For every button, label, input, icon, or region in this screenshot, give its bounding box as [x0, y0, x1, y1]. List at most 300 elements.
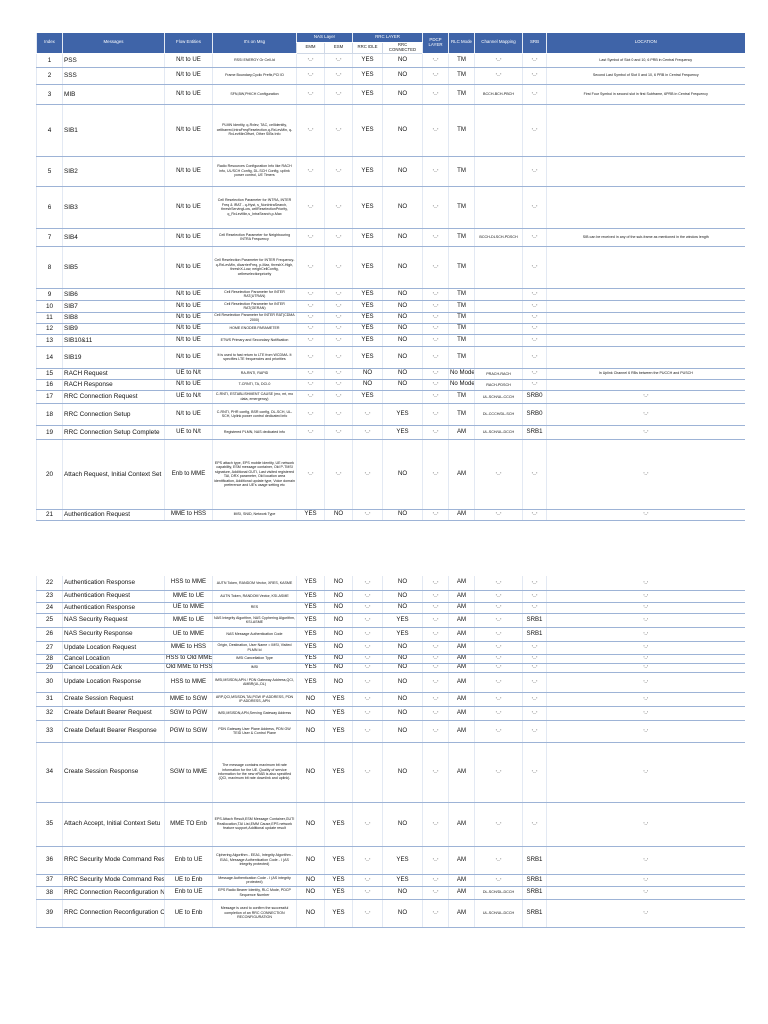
cell-channel-mapping: UL-SCH/UL-DCCH: [475, 899, 523, 927]
cell-rrc-connected: NO: [383, 439, 423, 509]
cell-message: Create Session Response: [63, 742, 165, 802]
cell-esm: NO: [325, 576, 353, 590]
cell-rrc-connected: NO: [383, 156, 423, 186]
cell-esm: NO: [325, 663, 353, 672]
cell-location: "--": [547, 509, 745, 520]
cell-esm: "--": [325, 84, 353, 104]
cell-location: [547, 104, 745, 156]
cell-rlc-mode: AM: [449, 720, 475, 742]
cell-rrc-idle: "--": [353, 692, 383, 706]
table-row: [37, 84, 745, 104]
cell-contains: NAS Integrity Algorithm, NAS Cyphering Algorithm, KSI-ASME: [213, 613, 297, 627]
cell-index: 39: [37, 899, 63, 927]
cell-location: [547, 288, 745, 300]
header-index: Index: [37, 33, 63, 53]
cell-srb: SRB1: [523, 886, 547, 899]
cell-channel-mapping: [475, 334, 523, 346]
cell-rlc-mode: AM: [449, 672, 475, 692]
header-location: LOCATION: [547, 33, 745, 53]
cell-channel-mapping: [475, 346, 523, 368]
cell-esm: NO: [325, 613, 353, 627]
cell-contains: Cell Reselection Parameter for INTRA, INTER Freq & IRAT - q-Hyst, s_NonIntraSearch, threshServingLow, cellReselectionPriority, q_RxLevMin,s_IntraSearch,p-Max: [213, 186, 297, 228]
cell-channel-mapping: "--": [475, 742, 523, 802]
cell-contains: C-RNTI, ESTABLISHMENT CAUSE (mo, mt, mo data, emergency): [213, 390, 297, 403]
cell-esm: "--": [325, 67, 353, 84]
cell-location: "--": [547, 425, 745, 439]
cell-channel-mapping: UL-SCH/UL-DCCH: [475, 425, 523, 439]
table-row: [37, 672, 745, 692]
header-flow-entities: Flow Entities: [165, 33, 213, 53]
cell-rrc-idle: "--": [353, 802, 383, 846]
cell-flow-entities: N/t to UE: [165, 67, 213, 84]
cell-flow-entities: SGW to MME: [165, 742, 213, 802]
cell-emm: YES: [297, 613, 325, 627]
cell-emm: "--": [297, 186, 325, 228]
cell-rrc-connected: NO: [383, 104, 423, 156]
table-row: [37, 576, 745, 590]
cell-rrc-connected: NO: [383, 368, 423, 379]
cell-esm: "--": [325, 346, 353, 368]
cell-message: Create Session Request: [63, 692, 165, 706]
cell-srb: SRB0: [523, 403, 547, 425]
cell-rlc-mode: AM: [449, 706, 475, 720]
cell-contains: Ciphering Algorithm - EEA1, Integrity Algorithm - EIA1, Message Authentication Code - I (AS integrity protected): [213, 846, 297, 874]
cell-contains: Message Authentication Code - I (AS integrity protected): [213, 874, 297, 886]
cell-esm: "--": [325, 403, 353, 425]
cell-contains: Radio Resources Configuration Info like RACH info, UL/SCH Config, DL-SCH Config, uplink power control, UE Timers: [213, 156, 297, 186]
cell-message: Authentication Response: [63, 576, 165, 590]
cell-channel-mapping: [475, 156, 523, 186]
cell-location: "--": [547, 390, 745, 403]
cell-esm: "--": [325, 228, 353, 246]
cell-rlc-mode: TM: [449, 84, 475, 104]
cell-index: 12: [37, 323, 63, 334]
header-rlc-mode: RLC Mode: [449, 33, 475, 53]
cell-emm: "--": [297, 346, 325, 368]
table-row: [37, 425, 745, 439]
table-body-part-1: [37, 53, 745, 520]
cell-pdcp: "--": [423, 156, 449, 186]
cell-channel-mapping: "--": [475, 692, 523, 706]
cell-index: 35: [37, 802, 63, 846]
cell-contains: AUTN Token, RANDOM Vector, KSI-ASME: [213, 590, 297, 602]
cell-pdcp: "--": [423, 663, 449, 672]
cell-rrc-idle: YES: [353, 300, 383, 312]
cell-contains: RES: [213, 602, 297, 613]
cell-rrc-idle: YES: [353, 288, 383, 300]
table-row: [37, 899, 745, 927]
table-row: [37, 67, 745, 84]
header-rrc-connected: RRC CONNECTED: [383, 43, 423, 54]
cell-emm: "--": [297, 246, 325, 288]
cell-rrc-idle: "--": [353, 899, 383, 927]
cell-flow-entities: UE to Enb: [165, 874, 213, 886]
cell-rlc-mode: AM: [449, 425, 475, 439]
cell-flow-entities: N/t to UE: [165, 84, 213, 104]
cell-index: 9: [37, 288, 63, 300]
cell-rlc-mode: AM: [449, 654, 475, 663]
cell-message: Authentication Request: [63, 509, 165, 520]
cell-message: SIB7: [63, 300, 165, 312]
cell-flow-entities: Enb to MME: [165, 439, 213, 509]
cell-contains: RA-RNTI, RAPID: [213, 368, 297, 379]
cell-rrc-idle: "--": [353, 663, 383, 672]
cell-contains: Registered PLMN, NAS dedicated info: [213, 425, 297, 439]
cell-pdcp: "--": [423, 627, 449, 641]
cell-index: 3: [37, 84, 63, 104]
cell-srb: "--": [523, 246, 547, 288]
cell-flow-entities: N/t to UE: [165, 104, 213, 156]
cell-rlc-mode: AM: [449, 692, 475, 706]
cell-emm: NO: [297, 742, 325, 802]
cell-rrc-idle: YES: [353, 156, 383, 186]
cell-flow-entities: N/t to UE: [165, 228, 213, 246]
cell-rlc-mode: AM: [449, 613, 475, 627]
cell-flow-entities: N/t to UE: [165, 379, 213, 390]
cell-rrc-idle: YES: [353, 390, 383, 403]
cell-message: Cancel Location: [63, 654, 165, 663]
cell-index: 15: [37, 368, 63, 379]
cell-flow-entities: N/t to UE: [165, 246, 213, 288]
cell-rrc-connected: NO: [383, 742, 423, 802]
table-row: [37, 706, 745, 720]
cell-location: SIB can be received in any of the sub-frame as mentioned in the window length: [547, 228, 745, 246]
cell-message: SIB10&11: [63, 334, 165, 346]
cell-pdcp: "--": [423, 874, 449, 886]
cell-rrc-connected: NO: [383, 802, 423, 846]
cell-message: RRC Security Mode Command Res: [63, 846, 165, 874]
cell-srb: "--": [523, 654, 547, 663]
cell-message: Attach Accept, Initial Context Setu: [63, 802, 165, 846]
cell-rrc-connected: NO: [383, 720, 423, 742]
cell-srb: "--": [523, 67, 547, 84]
cell-srb: "--": [523, 300, 547, 312]
cell-flow-entities: UE to N/t: [165, 390, 213, 403]
cell-flow-entities: N/t to UE: [165, 312, 213, 323]
cell-esm: "--": [325, 53, 353, 67]
cell-message: RRC Security Mode Command Res: [63, 874, 165, 886]
cell-pdcp: "--": [423, 390, 449, 403]
cell-srb: SRB1: [523, 425, 547, 439]
cell-srb: "--": [523, 692, 547, 706]
cell-rlc-mode: TM: [449, 390, 475, 403]
cell-esm: YES: [325, 802, 353, 846]
cell-flow-entities: N/t to UE: [165, 156, 213, 186]
cell-flow-entities: UE to MME: [165, 602, 213, 613]
cell-srb: SRB1: [523, 627, 547, 641]
cell-channel-mapping: DL-CCCH/DL-SCH: [475, 403, 523, 425]
header-rrc-idle: RRC IDLE: [353, 43, 383, 54]
cell-emm: NO: [297, 899, 325, 927]
cell-contains: IMSI: [213, 663, 297, 672]
cell-contains: PLMN Identity, q-Rxlev, TAC, cellIdentity, cellbarred,IntraFreqReselection,q-RxLevMin, q-RxLevMinOffset, Other SIBs Info: [213, 104, 297, 156]
cell-emm: "--": [297, 390, 325, 403]
cell-rlc-mode: AM: [449, 641, 475, 654]
cell-emm: "--": [297, 288, 325, 300]
cell-flow-entities: UE to N/t: [165, 425, 213, 439]
cell-message: RRC Connection Reconfiguration C: [63, 899, 165, 927]
cell-index: 8: [37, 246, 63, 288]
cell-rrc-connected: YES: [383, 613, 423, 627]
cell-flow-entities: HSS to MME: [165, 672, 213, 692]
cell-message: SIB8: [63, 312, 165, 323]
cell-esm: "--": [325, 323, 353, 334]
cell-esm: "--": [325, 104, 353, 156]
cell-location: "--": [547, 886, 745, 899]
cell-location: [547, 156, 745, 186]
cell-location: "--": [547, 899, 745, 927]
cell-rrc-idle: "--": [353, 602, 383, 613]
cell-rrc-connected: NO: [383, 672, 423, 692]
cell-srb: "--": [523, 802, 547, 846]
cell-srb: SRB1: [523, 613, 547, 627]
table-row: [37, 312, 745, 323]
cell-srb: "--": [523, 641, 547, 654]
cell-index: 26: [37, 627, 63, 641]
cell-emm: "--": [297, 439, 325, 509]
cell-srb: "--": [523, 663, 547, 672]
cell-message: Authentication Response: [63, 602, 165, 613]
cell-contains: ARP,QCI,MSISDN,TAI,PGW IP ADDRESS, PDN IP ADDRESS, APN: [213, 692, 297, 706]
cell-rlc-mode: TM: [449, 403, 475, 425]
cell-esm: "--": [325, 288, 353, 300]
cell-location: "--": [547, 627, 745, 641]
cell-channel-mapping: [475, 300, 523, 312]
cell-flow-entities: MME to UE: [165, 590, 213, 602]
cell-index: 38: [37, 886, 63, 899]
cell-emm: YES: [297, 654, 325, 663]
cell-srb: "--": [523, 346, 547, 368]
cell-location: [547, 186, 745, 228]
cell-index: 10: [37, 300, 63, 312]
cell-contains: SFN,BW,PHICH Configuration: [213, 84, 297, 104]
cell-emm: NO: [297, 874, 325, 886]
cell-rrc-connected: YES: [383, 425, 423, 439]
cell-channel-mapping: "--": [475, 874, 523, 886]
cell-rrc-connected: NO: [383, 300, 423, 312]
cell-flow-entities: UE to N/t: [165, 368, 213, 379]
cell-rrc-idle: "--": [353, 886, 383, 899]
cell-esm: NO: [325, 590, 353, 602]
cell-message: NAS Security Request: [63, 613, 165, 627]
cell-message: SIB5: [63, 246, 165, 288]
cell-contains: IMSI, SNID, Network Type: [213, 509, 297, 520]
cell-rlc-mode: AM: [449, 627, 475, 641]
cell-rrc-connected: NO: [383, 379, 423, 390]
cell-location: [547, 246, 745, 288]
cell-channel-mapping: [475, 246, 523, 288]
cell-flow-entities: N/t to UE: [165, 288, 213, 300]
cell-index: 27: [37, 641, 63, 654]
cell-location: "--": [547, 654, 745, 663]
cell-index: 34: [37, 742, 63, 802]
cell-pdcp: "--": [423, 425, 449, 439]
cell-index: 24: [37, 602, 63, 613]
table-row: [37, 846, 745, 874]
table-row: [37, 246, 745, 288]
cell-rlc-mode: AM: [449, 663, 475, 672]
cell-location: "--": [547, 403, 745, 425]
cell-esm: "--": [325, 156, 353, 186]
cell-channel-mapping: "--": [475, 590, 523, 602]
cell-srb: "--": [523, 312, 547, 323]
cell-rlc-mode: AM: [449, 590, 475, 602]
cell-emm: NO: [297, 802, 325, 846]
cell-pdcp: "--": [423, 802, 449, 846]
cell-emm: "--": [297, 312, 325, 323]
cell-location: First Four Symbol in second slot in first Subframe, 6PRB in Central Frequency: [547, 84, 745, 104]
cell-flow-entities: HSS to MME: [165, 576, 213, 590]
cell-channel-mapping: "--": [475, 439, 523, 509]
cell-message: SIB4: [63, 228, 165, 246]
cell-contains: Cell Reselection Parameter for INTER RAT(GERAN): [213, 300, 297, 312]
cell-channel-mapping: "--": [475, 802, 523, 846]
cell-flow-entities: Enb to UE: [165, 886, 213, 899]
cell-pdcp: "--": [423, 403, 449, 425]
cell-srb: "--": [523, 576, 547, 590]
cell-emm: NO: [297, 886, 325, 899]
cell-contains: The message contains maximum bit rate information for the UE. Quality of service information for the new eRAB is also specified (QCI, maximum bit rate downlink and uplink).: [213, 742, 297, 802]
cell-location: "--": [547, 602, 745, 613]
cell-rlc-mode: TM: [449, 53, 475, 67]
cell-srb: "--": [523, 706, 547, 720]
cell-flow-entities: SGW to PGW: [165, 706, 213, 720]
cell-emm: "--": [297, 228, 325, 246]
cell-contains: Frame Boundary,Cyclic Prefix,PCI ID: [213, 67, 297, 84]
cell-rrc-idle: "--": [353, 846, 383, 874]
cell-pdcp: "--": [423, 706, 449, 720]
cell-index: 19: [37, 425, 63, 439]
cell-rrc-connected: NO: [383, 590, 423, 602]
table-row: [37, 613, 745, 627]
cell-index: 7: [37, 228, 63, 246]
table-row: [37, 288, 745, 300]
table-row: [37, 720, 745, 742]
cell-esm: YES: [325, 886, 353, 899]
cell-srb: "--": [523, 602, 547, 613]
cell-esm: YES: [325, 846, 353, 874]
cell-rrc-idle: NO: [353, 368, 383, 379]
cell-srb: "--": [523, 672, 547, 692]
cell-srb: "--": [523, 334, 547, 346]
cell-index: 29: [37, 663, 63, 672]
table-row: [37, 590, 745, 602]
cell-rlc-mode: No Mode: [449, 379, 475, 390]
cell-pdcp: "--": [423, 323, 449, 334]
cell-rlc-mode: AM: [449, 886, 475, 899]
cell-location: "--": [547, 846, 745, 874]
header-rrc-layer: RRC LAYER: [353, 33, 423, 43]
cell-index: 22: [37, 576, 63, 590]
cell-rrc-connected: NO: [383, 84, 423, 104]
header-srb: SRB: [523, 33, 547, 53]
cell-rrc-connected: NO: [383, 53, 423, 67]
cell-message: NAS Security Response: [63, 627, 165, 641]
cell-rlc-mode: TM: [449, 334, 475, 346]
cell-contains: C-RNTI, PHR config, BSR config, DL-SCH, UL-SCH, Uplink power control dedicated info: [213, 403, 297, 425]
cell-rlc-mode: TM: [449, 186, 475, 228]
cell-rrc-connected: YES: [383, 874, 423, 886]
cell-rrc-connected: NO: [383, 576, 423, 590]
cell-rlc-mode: TM: [449, 346, 475, 368]
cell-location: [547, 346, 745, 368]
cell-pdcp: "--": [423, 576, 449, 590]
cell-message: SIB9: [63, 323, 165, 334]
cell-srb: "--": [523, 439, 547, 509]
cell-flow-entities: N/t to UE: [165, 403, 213, 425]
cell-message: Cancel Location Ack: [63, 663, 165, 672]
cell-emm: "--": [297, 425, 325, 439]
cell-contains: PDN Gateway User Plane Address, PDN GW TEID User & Control Plane: [213, 720, 297, 742]
cell-esm: NO: [325, 672, 353, 692]
cell-rlc-mode: TM: [449, 104, 475, 156]
cell-message: PSS: [63, 53, 165, 67]
cell-rrc-idle: YES: [353, 186, 383, 228]
cell-rlc-mode: TM: [449, 228, 475, 246]
cell-index: 2: [37, 67, 63, 84]
cell-srb: "--": [523, 186, 547, 228]
cell-channel-mapping: "--": [475, 641, 523, 654]
cell-channel-mapping: [475, 323, 523, 334]
cell-index: 31: [37, 692, 63, 706]
cell-index: 6: [37, 186, 63, 228]
cell-rlc-mode: AM: [449, 846, 475, 874]
cell-channel-mapping: [475, 288, 523, 300]
cell-index: 28: [37, 654, 63, 663]
cell-rrc-idle: "--": [353, 509, 383, 520]
cell-emm: YES: [297, 627, 325, 641]
cell-rlc-mode: TM: [449, 323, 475, 334]
cell-pdcp: "--": [423, 672, 449, 692]
cell-channel-mapping: "--": [475, 706, 523, 720]
cell-index: 21: [37, 509, 63, 520]
cell-esm: "--": [325, 300, 353, 312]
cell-contains: AUTN Token, RANDOM Vector, XRES, KASME: [213, 576, 297, 590]
cell-index: 17: [37, 390, 63, 403]
cell-location: [547, 379, 745, 390]
cell-location: "--": [547, 590, 745, 602]
cell-rrc-connected: NO: [383, 886, 423, 899]
cell-rrc-connected: NO: [383, 323, 423, 334]
cell-contains: HOME ENODEB PARAMETER: [213, 323, 297, 334]
table-row: [37, 663, 745, 672]
cell-rlc-mode: AM: [449, 439, 475, 509]
cell-pdcp: "--": [423, 53, 449, 67]
cell-rrc-idle: YES: [353, 104, 383, 156]
table-row: [37, 602, 745, 613]
cell-channel-mapping: UL-SCH/UL-CCCH: [475, 390, 523, 403]
cell-rlc-mode: AM: [449, 576, 475, 590]
cell-location: Last Symbol of Slot 0 and 10, 6 PRB in Central Frequency: [547, 53, 745, 67]
cell-flow-entities: UE to Enb: [165, 899, 213, 927]
cell-flow-entities: Old MME to HSS: [166, 663, 213, 671]
cell-srb: "--": [523, 228, 547, 246]
cell-index: 37: [37, 874, 63, 886]
cell-pdcp: "--": [423, 590, 449, 602]
cell-esm: NO: [325, 627, 353, 641]
cell-message: RRC Connection Reconfiguration N: [63, 886, 165, 899]
cell-rrc-connected: NO: [383, 509, 423, 520]
cell-location: [547, 334, 745, 346]
cell-pdcp: "--": [423, 846, 449, 874]
cell-message: RRC Connection Request: [63, 390, 165, 403]
cell-channel-mapping: "--": [475, 846, 523, 874]
cell-index: 20: [37, 439, 63, 509]
cell-index: 16: [37, 379, 63, 390]
cell-channel-mapping: [475, 312, 523, 323]
cell-contains: IMSI,MSISDN,APN / PDN Gateway Address,QCI, AMBR(UL,DL): [213, 672, 297, 692]
cell-channel-mapping: [475, 104, 523, 156]
